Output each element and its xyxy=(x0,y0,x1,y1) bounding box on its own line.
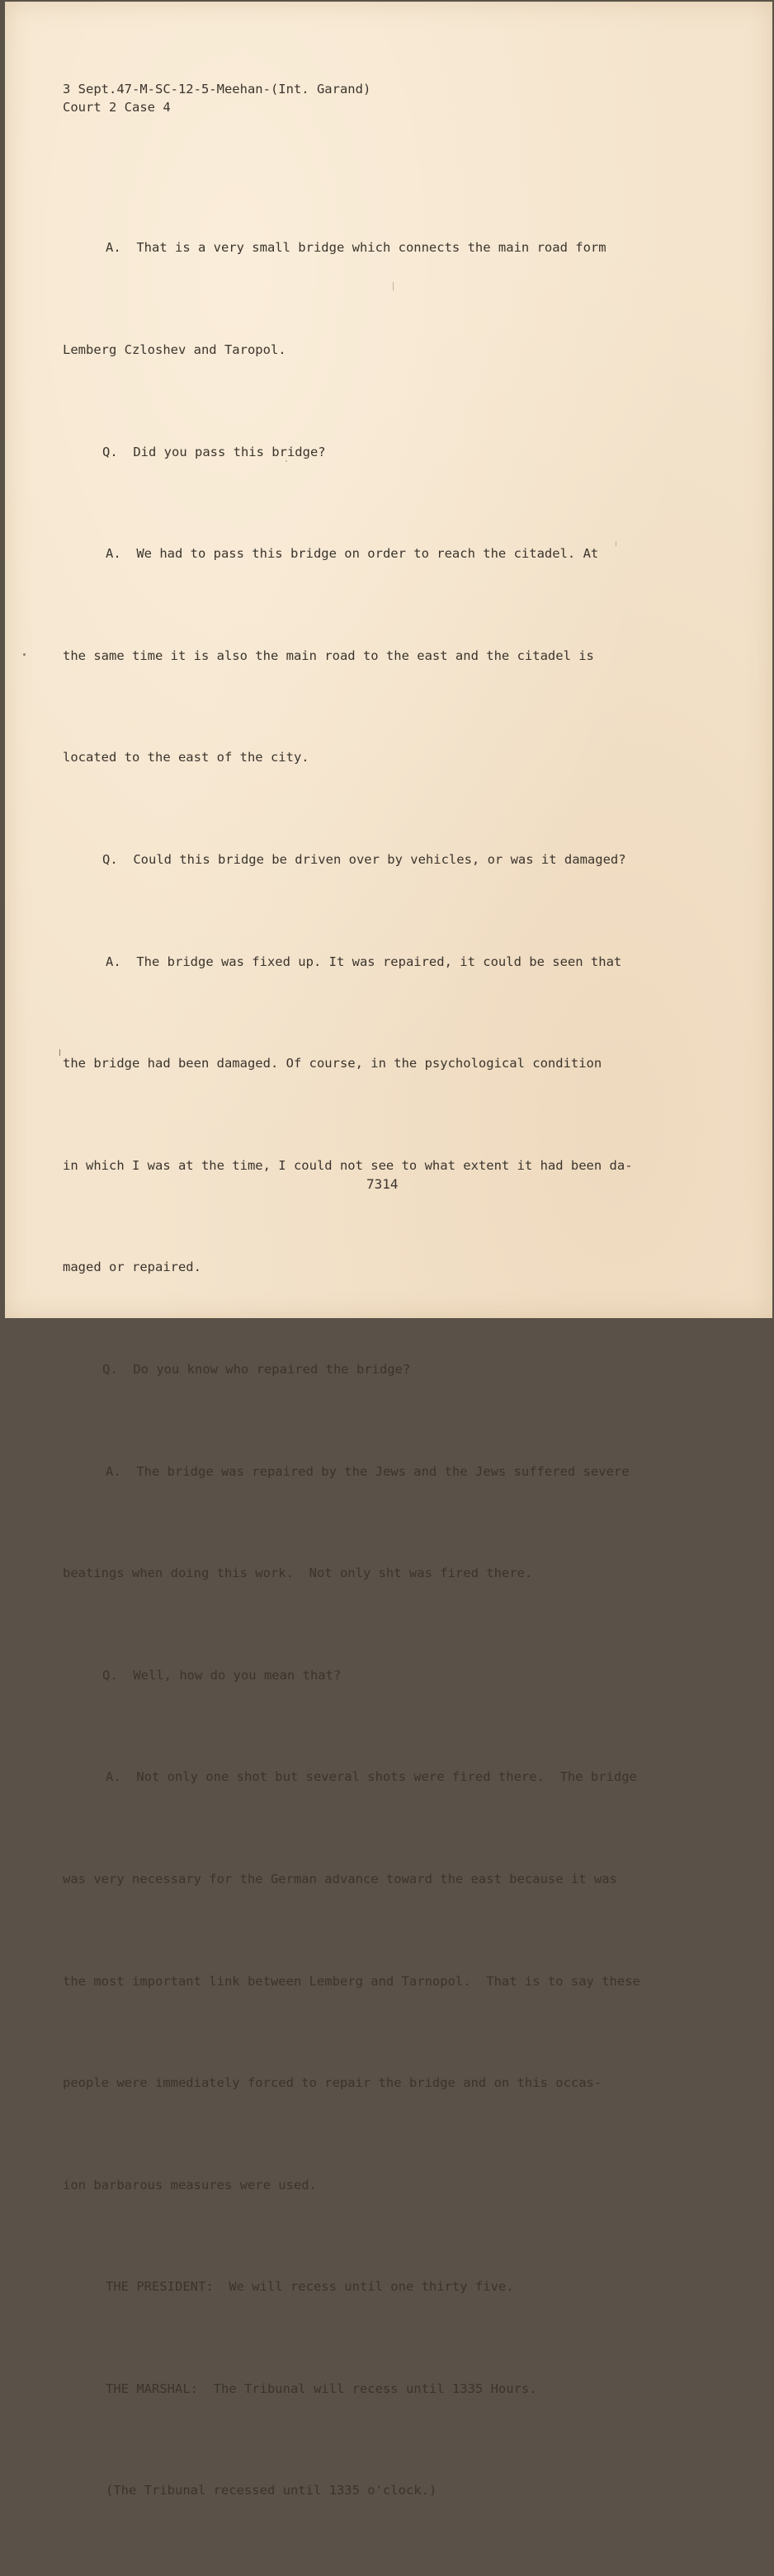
transcript-line: the most important link between Lemberg and Tarnopol. That is to say these xyxy=(63,1973,640,1989)
transcript-line: the bridge had been damaged. Of course, in the psychological condition xyxy=(63,1056,602,1071)
paper-speck xyxy=(23,653,26,656)
transcript-line: Q. Could this bridge be driven over by vehicles, or was it damaged? xyxy=(102,851,626,867)
transcript-line: A. That is a very small bridge which connects the main road form xyxy=(106,240,606,256)
transcript-line: in which I was at the time, I could not see to what extent it had been da- xyxy=(63,1157,633,1173)
transcript-line: was very necessary for the German advance toward the east because it was xyxy=(63,1871,617,1886)
transcript-line: Q. Did you pass this bridge? xyxy=(102,444,326,459)
transcript-line: Lemberg Czloshev and Taropol. xyxy=(63,342,286,357)
transcript-line: Q. Well, how do you mean that? xyxy=(102,1667,342,1683)
transcript-body xyxy=(63,163,715,2576)
header-court-line: Court 2 Case 4 xyxy=(63,100,171,115)
transcript-line: (The Tribunal recessed until 1335 o'clock.) xyxy=(106,2483,437,2498)
header-reference-line: 3 Sept.47-M-SC-12-5-Meehan-(Int. Garand) xyxy=(63,82,371,97)
transcript-line: maged or repaired. xyxy=(63,1260,201,1275)
transcript-line: people were immediately forced to repair the bridge and on this occas- xyxy=(63,2075,602,2091)
transcript-line: A. Not only one shot but several shots were fired there. The bridge xyxy=(106,1769,637,1785)
transcript-line: ion barbarous measures were used. xyxy=(63,2177,317,2192)
transcript-line: the same time it is also the main road to the east and the citadel is xyxy=(63,648,594,663)
transcript-line: A. The bridge was fixed up. It was repaired, it could be seen that xyxy=(106,954,622,969)
transcript-line: THE MARSHAL: The Tribunal will recess until 1335 Hours. xyxy=(106,2381,537,2396)
transcript-line: located to the east of the city. xyxy=(63,750,309,765)
transcript-line: A. The bridge was repaired by the Jews and the Jews suffered severe xyxy=(106,1463,630,1479)
paper-speck xyxy=(286,460,287,462)
document-page xyxy=(5,2,772,2498)
paper-speck xyxy=(59,1049,60,1056)
transcript-line: THE PRESIDENT: We will recess until one thirty five. xyxy=(106,2279,514,2295)
transcript-line: beatings when doing this work. Not only sht was fired there. xyxy=(63,1566,533,1581)
page-number: 7314 xyxy=(366,1176,399,1192)
paper-speck xyxy=(393,282,394,290)
transcript-line: Q. Do you know who repaired the bridge? xyxy=(102,1361,411,1377)
document-header xyxy=(63,80,370,116)
transcript-line: A. We had to pass this bridge on order to reach the citadel. At xyxy=(106,546,599,562)
